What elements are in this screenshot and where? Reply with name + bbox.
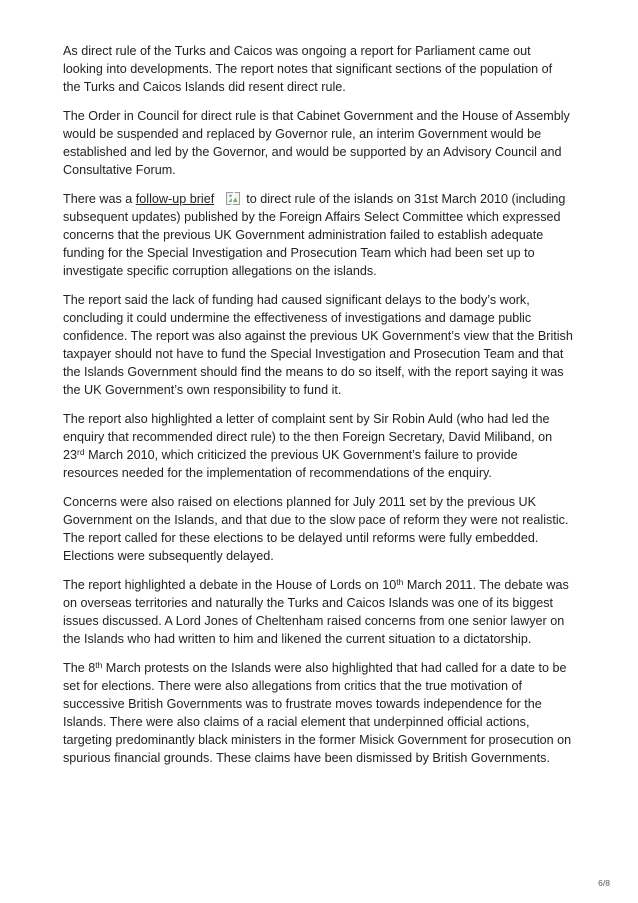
paragraph-7-part-a: The report highlighted a debate in the House of Lords on 10 [63,578,397,592]
paragraph-3-lead: There was a [63,192,136,206]
paragraph-5-part-a: The report also highlighted a letter of complaint sent by Sir Robin Auld (who had led the enquiry that recommended direct rule) to the then Foreign Secretary, David Miliband, on 23 [63,412,553,462]
paragraph-3-rest: to direct rule of the islands on 31st March 2010 (including subsequent updates) published by the Foreign Affairs Select Committee which expressed concerns that the previous UK Government administration failed to establish adequate funding for the Special Investigation and Prosecution Team which had been set up to investigate specific corruption allegations on the islands. [63,192,566,278]
broken-image-icon [226,192,240,205]
paragraph-3 [63,190,573,280]
paragraph-2: The Order in Council for direct rule is that Cabinet Government and the House of Assembly would be suspended and replaced by Governor rule, an interim Government would be established and led by the Governor, and would be supported by an Advisory Council and Consultative Forum. [63,109,570,177]
paragraph-8-part-a: The 8 [63,661,96,675]
ordinal-suffix: rd [77,447,85,457]
paragraph-7-part-b: March 2011. The debate was on overseas territories and naturally the Turks and Caicos Islands was one of its biggest issues discussed. A Lord Jones of Cheltenham raised concerns from one senior lawyer on the Islands who had written to him and likened the current situation to a dictatorship. [63,578,569,646]
document-body [63,42,573,778]
paragraph-5-part-b: March 2010, which criticized the previous UK Government’s failure to provide resources needed for the implementation of recommendations of the enquiry. [63,448,518,480]
paragraph-8 [63,659,573,767]
page-number: 6/8 [598,878,610,888]
paragraph-1: As direct rule of the Turks and Caicos was ongoing a report for Parliament came out looking into developments. The report notes that significant sections of the population of the Turks and Caicos Islands did resent direct rule. [63,44,553,94]
paragraph-4: The report said the lack of funding had caused significant delays to the body’s work, concluding it could undermine the effectiveness of investigations and damage public confidence. The report was also against the previous UK Government’s view that the British taxpayer should not have to fund the Special Investigation and Prosecution Team and that the Islands Government should find the means to do so itself, with the report saying it was the UK Government’s own responsibility to fund it. [63,293,573,397]
paragraph-5 [63,410,573,482]
paragraph-6: Concerns were also raised on elections planned for July 2011 set by the previous UK Government on the Islands, and that due to the slow pace of reform they were not realistic. The report called for these elections to be delayed until reforms were fully embedded. Elections were subsequently delayed. [63,495,569,563]
paragraph-7 [63,576,573,648]
paragraph-8-part-b: March protests on the Islands were also highlighted that had called for a date to be set for elections. There were also allegations from critics that the true motivation of successive British Governments was to frustrate moves towards independence for the Islands. There were also claims of a racial element that underpinned official actions, targeting predominantly black ministers in the former Misick Government for prosecution on spurious financial grounds. These claims have been dismissed by British Governments. [63,661,572,765]
ordinal-suffix: th [396,577,404,587]
follow-up-brief-link[interactable]: follow-up brief [135,192,215,206]
ordinal-suffix: th [95,660,103,670]
